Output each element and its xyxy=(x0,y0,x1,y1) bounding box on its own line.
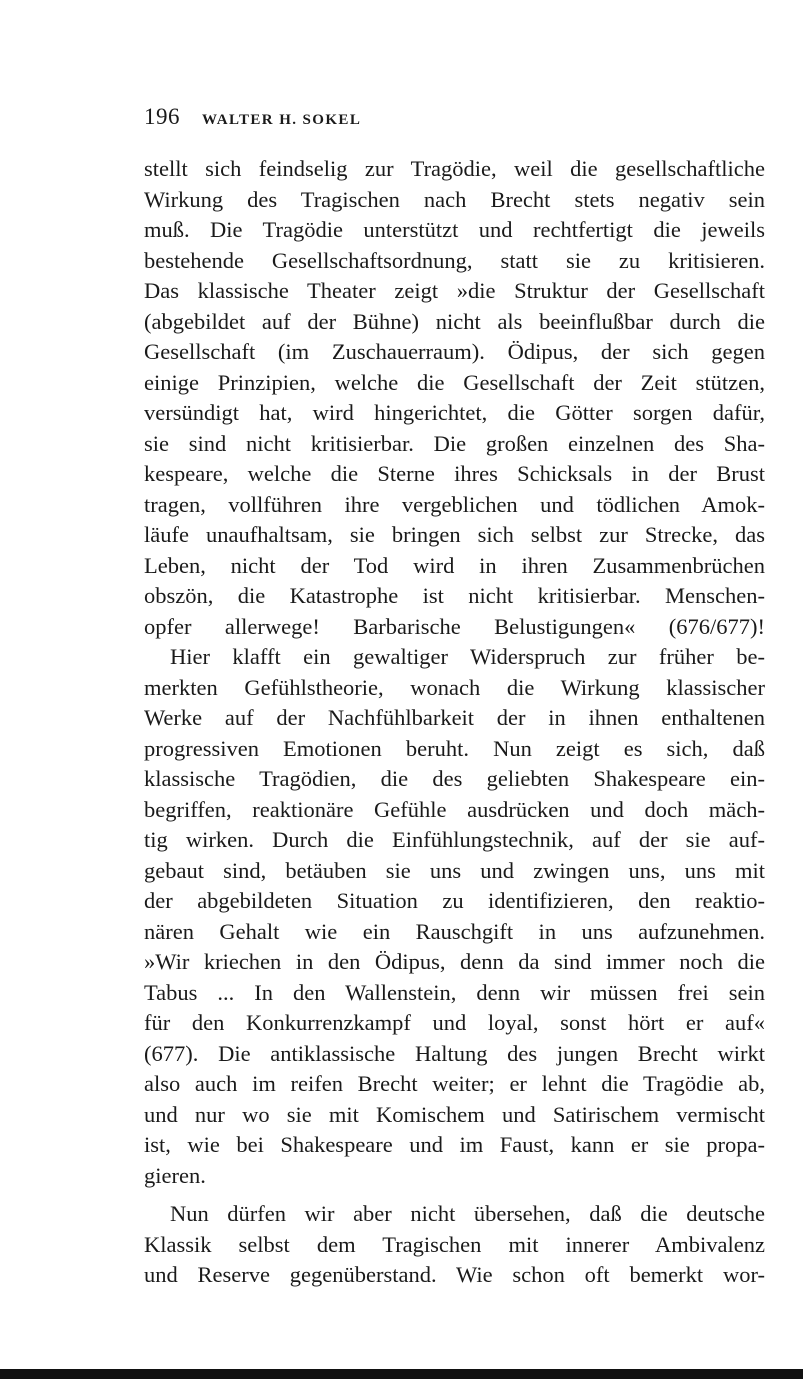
text-line: stellt sich feindselig zur Tragödie, weil die gesellschaftliche xyxy=(144,156,765,181)
text-line: tig wirken. Durch die Einfühlungstechnik, auf der sie auf- xyxy=(144,827,765,852)
paragraph-spacer xyxy=(144,1191,765,1199)
text-line: nären Gehalt wie ein Rauschgift in uns aufzunehmen. xyxy=(144,918,765,944)
text-line: klassische Tragödien, die des geliebten Shakespeare ein- xyxy=(144,766,765,791)
text-line: Tabus ... In den Wallenstein, denn wir müssen frei sein xyxy=(144,979,765,1005)
text-line: kespeare, welche die Sterne ihres Schicksals in der Brust xyxy=(144,461,765,486)
page-number: 196 xyxy=(144,104,180,129)
text-line: gebaut sind, betäuben sie uns und zwingen uns, uns mit xyxy=(144,857,765,883)
text-line: tragen, vollführen ihre vergeblichen und tödlichen Amok- xyxy=(144,491,765,517)
text-line: Gesellschaft (im Zuschauerraum). Ödipus, der sich gegen xyxy=(144,339,765,364)
text-line: läufe unaufhaltsam, sie bringen sich selbst zur Strecke, das xyxy=(144,522,765,547)
text-line: merkten Gefühlstheorie, wonach die Wirkung klassischer xyxy=(144,674,765,700)
text-line: »Wir kriechen in den Ödipus, denn da sind immer noch die xyxy=(144,949,765,974)
text-line: muß. Die Tragödie unterstützt und rechtfertigt die jeweils xyxy=(144,217,765,242)
scan-edge-border xyxy=(0,1369,803,1379)
text-line: ist, wie bei Shakespeare und im Faust, kann er sie propa- xyxy=(144,1132,765,1157)
text-line: sie sind nicht kritisierbar. Die großen einzelnen des Sha- xyxy=(144,430,765,456)
text-line: bestehende Gesellschaftsordnung, statt sie zu kritisieren. xyxy=(144,247,765,273)
running-head xyxy=(144,104,361,134)
text-line: begriffen, reaktionäre Gefühle ausdrücken und doch mäch- xyxy=(144,796,765,822)
text-line: Nun dürfen wir aber nicht übersehen, daß die deutsche xyxy=(170,1201,765,1226)
text-line: Hier klafft ein gewaltiger Widerspruch zur früher be- xyxy=(170,644,765,669)
text-line: gieren. xyxy=(144,1162,206,1188)
text-line: opfer allerwege! Barbarische Belustigungen« (676/677)! xyxy=(144,613,765,639)
text-line: progressiven Emotionen beruht. Nun zeigt es sich, daß xyxy=(144,735,765,761)
text-line: und nur wo sie mit Komischem und Satirischem vermischt xyxy=(144,1101,765,1127)
paragraph-2 xyxy=(144,642,765,1191)
text-line: Werke auf der Nachfühlbarkeit der in ihnen enthaltenen xyxy=(144,705,765,730)
body-text xyxy=(144,154,765,1291)
running-head-author: WALTER H. SOKEL xyxy=(202,112,362,128)
text-line: Das klassische Theater zeigt »die Struktur der Gesellschaft xyxy=(144,278,765,303)
text-line: (677). Die antiklassische Haltung des jungen Brecht wirkt xyxy=(144,1040,765,1066)
text-line: und Reserve gegenüberstand. Wie schon oft bemerkt wor- xyxy=(144,1262,765,1287)
text-line: für den Konkurrenzkampf und loyal, sonst hört er auf« xyxy=(144,1010,765,1035)
paragraph-1 xyxy=(144,154,765,642)
text-line: Leben, nicht der Tod wird in ihren Zusammenbrüchen xyxy=(144,552,765,578)
text-line: also auch im reifen Brecht weiter; er lehnt die Tragödie ab, xyxy=(144,1071,765,1096)
text-line: Wirkung des Tragischen nach Brecht stets negativ sein xyxy=(144,186,765,212)
text-line: obszön, die Katastrophe ist nicht kritisierbar. Menschen- xyxy=(144,583,765,608)
text-line: einige Prinzipien, welche die Gesellschaft der Zeit stützen, xyxy=(144,369,765,395)
text-line: versündigt hat, wird hingerichtet, die Götter sorgen dafür, xyxy=(144,400,765,425)
text-line: Klassik selbst dem Tragischen mit innerer Ambivalenz xyxy=(144,1231,765,1257)
text-line: der abgebildeten Situation zu identifizieren, den reaktio- xyxy=(144,888,765,913)
text-line: (abgebildet auf der Bühne) nicht als beeinflußbar durch die xyxy=(144,308,765,334)
paragraph-3 xyxy=(144,1199,765,1291)
